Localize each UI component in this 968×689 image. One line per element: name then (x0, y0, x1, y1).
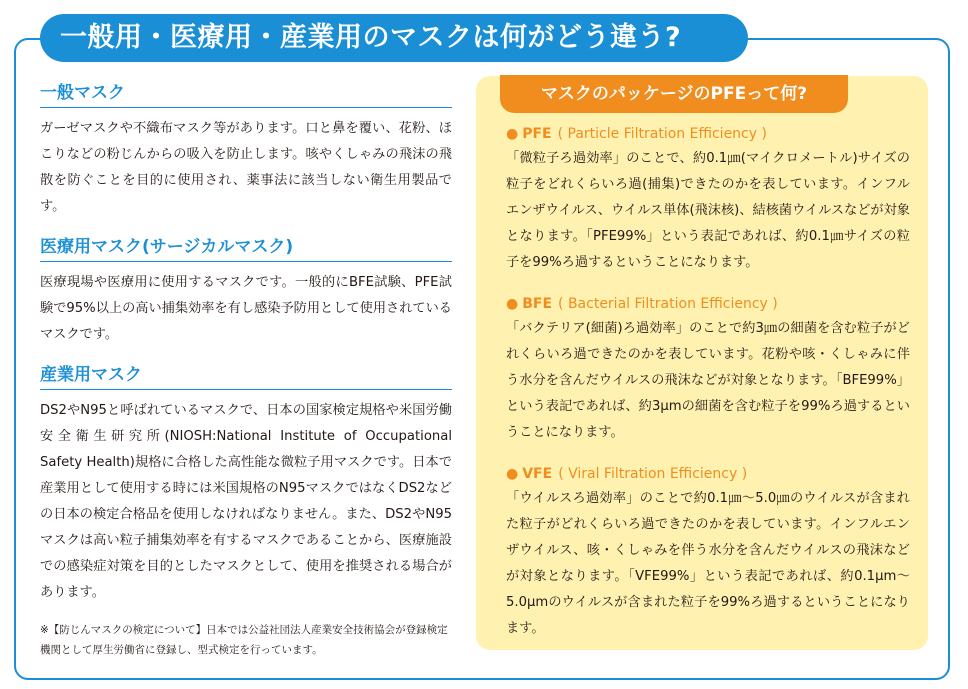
page-title: 一般用・医療用・産業用のマスクは何がどう違う? (40, 14, 748, 62)
term-heading (506, 124, 910, 144)
bullet-icon: ● (506, 296, 519, 312)
section-medical-mask (40, 232, 452, 348)
footnote: ※【防じんマスクの検定について】日本では公益社団法人産業安全技術協会が登録検定機関として厚生労働省に登録し、型式検定を行っています。 (40, 624, 448, 656)
section-heading: 産業用マスク (40, 360, 452, 390)
term-full-name: ( Bacterial Filtration Efficiency ) (558, 296, 778, 312)
bullet-icon: ● (506, 126, 519, 142)
term-pfe (506, 124, 910, 276)
term-heading (506, 464, 910, 484)
term-full-name: ( Viral Filtration Efficiency ) (558, 466, 748, 482)
section-industrial-mask (40, 360, 452, 606)
section-body: 医療現場や医療用に使用するマスクです。一般的にBFE試験、PFE試験で95%以上の高い捕集効率を有し感染予防用として使用されているマスクです。 (40, 275, 452, 342)
section-heading: 医療用マスク(サージカルマスク) (40, 232, 452, 262)
section-body: ガーゼマスクや不織布マスク等があります。口と鼻を覆い、花粉、ほこりなどの粉じんからの吸入を防止します。咳やくしゃみの飛沫の飛散を防ぐことを目的に使用され、薬事法に該当しない衛生用製品です。 (40, 121, 452, 214)
section-body: DS2やN95と呼ばれているマスクで、日本の国家検定規格や米国労働安全衛生研究所(NIOSH:National Institute of Occupational Safety Health)規格に合格した高性能な微粒子用マスクです。日本で産業用として使用する時には米国規格のN95マスクではなくDS2などの日本の検定合格品を使用しなければなりません。また、DS2やN95マスクは高い粒子捕集効率を有するマスクであることから、医療施設での感染症対策を目的としたマスクとして、使用を推奨される場合があります。 (40, 403, 452, 600)
term-body: 「ウイルスろ過効率」のことで約0.1㎛〜5.0㎛のウイルスが含まれた粒子がどれくらいろ過できたのかを表しています。インフルエンザウイルス、咳・くしゃみを伴う水分を含んだウイルスの飛沫などが対象となります。「VFE99%」という表記であれば、約0.1μm〜5.0μmのウイルスが含まれた粒子を99%ろ過するということになります。 (506, 491, 910, 636)
section-general-mask (40, 78, 452, 220)
section-heading: 一般マスク (40, 78, 452, 108)
bullet-icon: ● (506, 466, 519, 482)
mask-types-column (40, 78, 452, 660)
term-body: 「バクテリア(細菌)ろ過効率」のことで約3㎛の細菌を含む粒子がどれくらいろ過できたのかを表しています。花粉や咳・くしゃみに伴う水分を含んだウイルスの飛沫などが対象となります。「BFE99%」という表記であれば、約3μmの細菌を含む粒子を99%ろ過するということになります。 (506, 321, 910, 440)
term-abbr: BFE (522, 296, 553, 312)
term-heading (506, 294, 910, 314)
term-bfe (506, 294, 910, 446)
term-abbr: PFE (522, 126, 552, 142)
term-abbr: VFE (522, 466, 553, 482)
term-vfe (506, 464, 910, 642)
filtration-terms-list (506, 124, 910, 660)
panel-title: マスクのパッケージのPFEって何? (500, 75, 848, 113)
term-body: 「微粒子ろ過効率」のことで、約0.1㎛(マイクロメートル)サイズの粒子をどれくらいろ過(捕集)できたのかを表しています。インフルエンザウイルス、ウイルス単体(飛沫核)、結核菌ウイルスなどが対象となります。「PFE99%」という表記であれば、約0.1㎛サイズの粒子を99%ろ過するということになります。 (506, 151, 910, 270)
term-full-name: ( Particle Filtration Efficiency ) (557, 126, 767, 142)
